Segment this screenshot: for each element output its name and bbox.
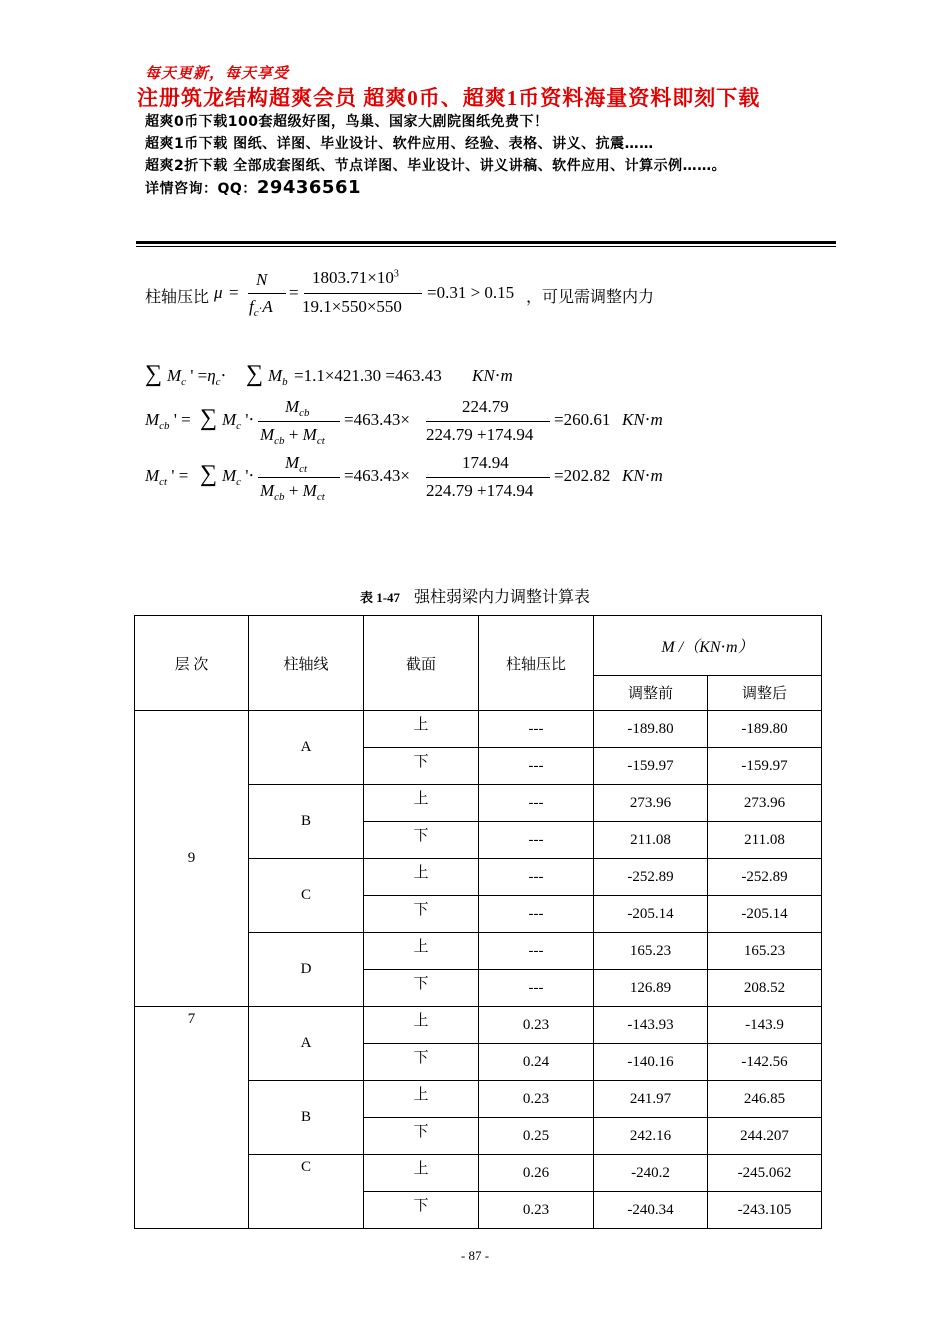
sigma-symbol: ∑ (200, 405, 218, 431)
header-rule-thick (136, 241, 836, 244)
floor-cell: 9 (135, 711, 249, 1007)
eq-sign: = (289, 283, 299, 302)
mcb-num: 224.79 (462, 397, 509, 416)
after-cell: -189.80 (708, 711, 822, 748)
section-cell: 上 (364, 859, 479, 896)
after-cell: -143.9 (708, 1007, 822, 1044)
ratio-cell: --- (479, 711, 594, 748)
mct-pre: =463.43× (344, 466, 410, 485)
ratio-cell: 0.23 (479, 1192, 594, 1229)
table-caption (0, 584, 950, 607)
after-cell: 165.23 (708, 933, 822, 970)
mct-result: =202.82 (554, 466, 611, 485)
fraction-line (258, 421, 340, 422)
before-cell: -189.80 (594, 711, 708, 748)
fraction-line (248, 293, 286, 294)
section-cell: 下 (364, 748, 479, 785)
header-row (135, 616, 822, 676)
axis-cell: B (249, 1081, 364, 1155)
table-title: 强柱弱梁内力调整计算表 (414, 589, 591, 606)
ratio-cell: 0.23 (479, 1007, 594, 1044)
ratio-den1-sub: c (253, 307, 259, 319)
unit-text: KN⋅m (622, 466, 663, 485)
axis-cell: A (249, 1007, 364, 1081)
fraction-line (426, 421, 550, 422)
promo-line-4: 超爽1币下载 图纸、详图、毕业设计、软件应用、经验、表格、讲义、抗震…… (145, 136, 654, 152)
promo-line-3: 超爽0币下载100套超级好图，鸟巢、国家大剧院图纸免费下！ (145, 114, 549, 130)
header-after: 调整后 (708, 675, 822, 710)
ratio-cell: --- (479, 785, 594, 822)
fraction-line (426, 477, 550, 478)
header-ratio: 柱轴压比 (479, 616, 594, 711)
promo-line-5: 超爽2折下载 全部成套图纸、节点详图、毕业设计、讲义讲稿、软件应用、计算示例……。 (145, 158, 727, 174)
before-cell: 242.16 (594, 1118, 708, 1155)
axis-cell: C (249, 1155, 364, 1229)
header-floor: 层 次 (135, 616, 249, 711)
ratio-comment: ，可见需调整内力 (526, 289, 655, 306)
after-cell: 244.207 (708, 1118, 822, 1155)
ratio-den1: f (249, 297, 254, 316)
section-cell: 上 (364, 785, 479, 822)
axis-cell: D (249, 933, 364, 1007)
unit-text: KN⋅m (622, 410, 663, 429)
section-cell: 上 (364, 1155, 479, 1192)
mcb-den: 224.79 +174.94 (426, 425, 534, 444)
before-cell: 241.97 (594, 1081, 708, 1118)
after-cell: -245.062 (708, 1155, 822, 1192)
ratio-num1: N (256, 270, 268, 289)
mct-num: 174.94 (462, 453, 509, 472)
axis-cell: C (249, 859, 364, 933)
after-cell: 246.85 (708, 1081, 822, 1118)
ratio-cell: --- (479, 970, 594, 1007)
before-cell: -143.93 (594, 1007, 708, 1044)
promo-line-6 (145, 177, 845, 200)
section-cell: 下 (364, 1118, 479, 1155)
section-cell: 上 (364, 933, 479, 970)
unit-text: KN⋅m (472, 366, 513, 385)
sigma-symbol: ∑ (200, 461, 218, 487)
ratio-den1-rest: A (262, 297, 273, 316)
page-number: - 87 - (460, 1248, 490, 1263)
before-cell: -140.16 (594, 1044, 708, 1081)
ratio-cell: 0.25 (479, 1118, 594, 1155)
mu-symbol: μ (214, 283, 223, 302)
after-cell: -243.105 (708, 1192, 822, 1229)
before-cell: 165.23 (594, 933, 708, 970)
eq-sign: = (229, 283, 239, 302)
header-axis: 柱轴线 (249, 616, 364, 711)
ratio-cell: --- (479, 748, 594, 785)
table-body (135, 616, 822, 1229)
mcb-result: =260.61 (554, 410, 611, 429)
before-cell: -205.14 (594, 896, 708, 933)
before-cell: 211.08 (594, 822, 708, 859)
ratio-result: =0.31 > 0.15 (427, 283, 515, 302)
ratio-cell: --- (479, 859, 594, 896)
ratio-cell: --- (479, 933, 594, 970)
section-cell: 上 (364, 711, 479, 748)
section-cell: 下 (364, 822, 479, 859)
after-cell: 273.96 (708, 785, 822, 822)
before-cell: -240.34 (594, 1192, 708, 1229)
promo-header (137, 62, 845, 200)
fraction-line (258, 477, 340, 478)
table-number: 表 1-47 (359, 590, 401, 605)
table-row (135, 711, 822, 748)
ratio-cell: --- (479, 822, 594, 859)
ratio-label: 柱轴压比 (145, 289, 210, 306)
before-cell: -252.89 (594, 859, 708, 896)
fraction-line (304, 293, 422, 294)
section-cell: 下 (364, 1192, 479, 1229)
ratio-cell: --- (479, 896, 594, 933)
ratio-num2: 1803.71×10 (312, 268, 394, 287)
header-section: 截面 (364, 616, 479, 711)
table-row (135, 1007, 822, 1044)
before-cell: -240.2 (594, 1155, 708, 1192)
after-cell: -142.56 (708, 1044, 822, 1081)
ratio-cell: 0.26 (479, 1155, 594, 1192)
axis-cell: B (249, 785, 364, 859)
after-cell: -159.97 (708, 748, 822, 785)
promo-line-2[interactable]: 注册筑龙结构超爽会员 超爽0币、超爽1币资料海量资料即刻下载 (137, 86, 761, 110)
ratio-cell: 0.24 (479, 1044, 594, 1081)
floor-cell: 7 (135, 1007, 249, 1229)
adjustment-table (134, 615, 822, 1229)
after-cell: -252.89 (708, 859, 822, 896)
sum-line: =1.1×421.30 =463.43 (294, 366, 442, 385)
before-cell: 273.96 (594, 785, 708, 822)
mcb-pre: =463.43× (344, 410, 410, 429)
after-cell: -205.14 (708, 896, 822, 933)
header-moment: M /（KN⋅m） (594, 616, 822, 676)
section-cell: 下 (364, 896, 479, 933)
after-cell: 211.08 (708, 822, 822, 859)
header-rule-thin (136, 246, 836, 247)
ratio-cell: 0.23 (479, 1081, 594, 1118)
axis-cell: A (249, 711, 364, 785)
qq-label: 详情咨询：QQ： (145, 181, 257, 197)
sigma-symbol: ∑ (145, 361, 163, 387)
sigma-symbol: ∑ (246, 361, 264, 387)
section-cell: 下 (364, 970, 479, 1007)
mct-den: 224.79 +174.94 (426, 481, 534, 500)
qq-number: 29436561 (256, 177, 362, 198)
section-cell: 上 (364, 1081, 479, 1118)
before-cell: 126.89 (594, 970, 708, 1007)
promo-line-1: 每天更新，每天享受 (145, 66, 290, 82)
section-cell: 下 (364, 1044, 479, 1081)
before-cell: -159.97 (594, 748, 708, 785)
ratio-den2: 19.1×550×550 (302, 297, 402, 316)
ratio-num2-sup: 3 (393, 268, 399, 280)
header-before: 调整前 (594, 675, 708, 710)
section-cell: 上 (364, 1007, 479, 1044)
after-cell: 208.52 (708, 970, 822, 1007)
